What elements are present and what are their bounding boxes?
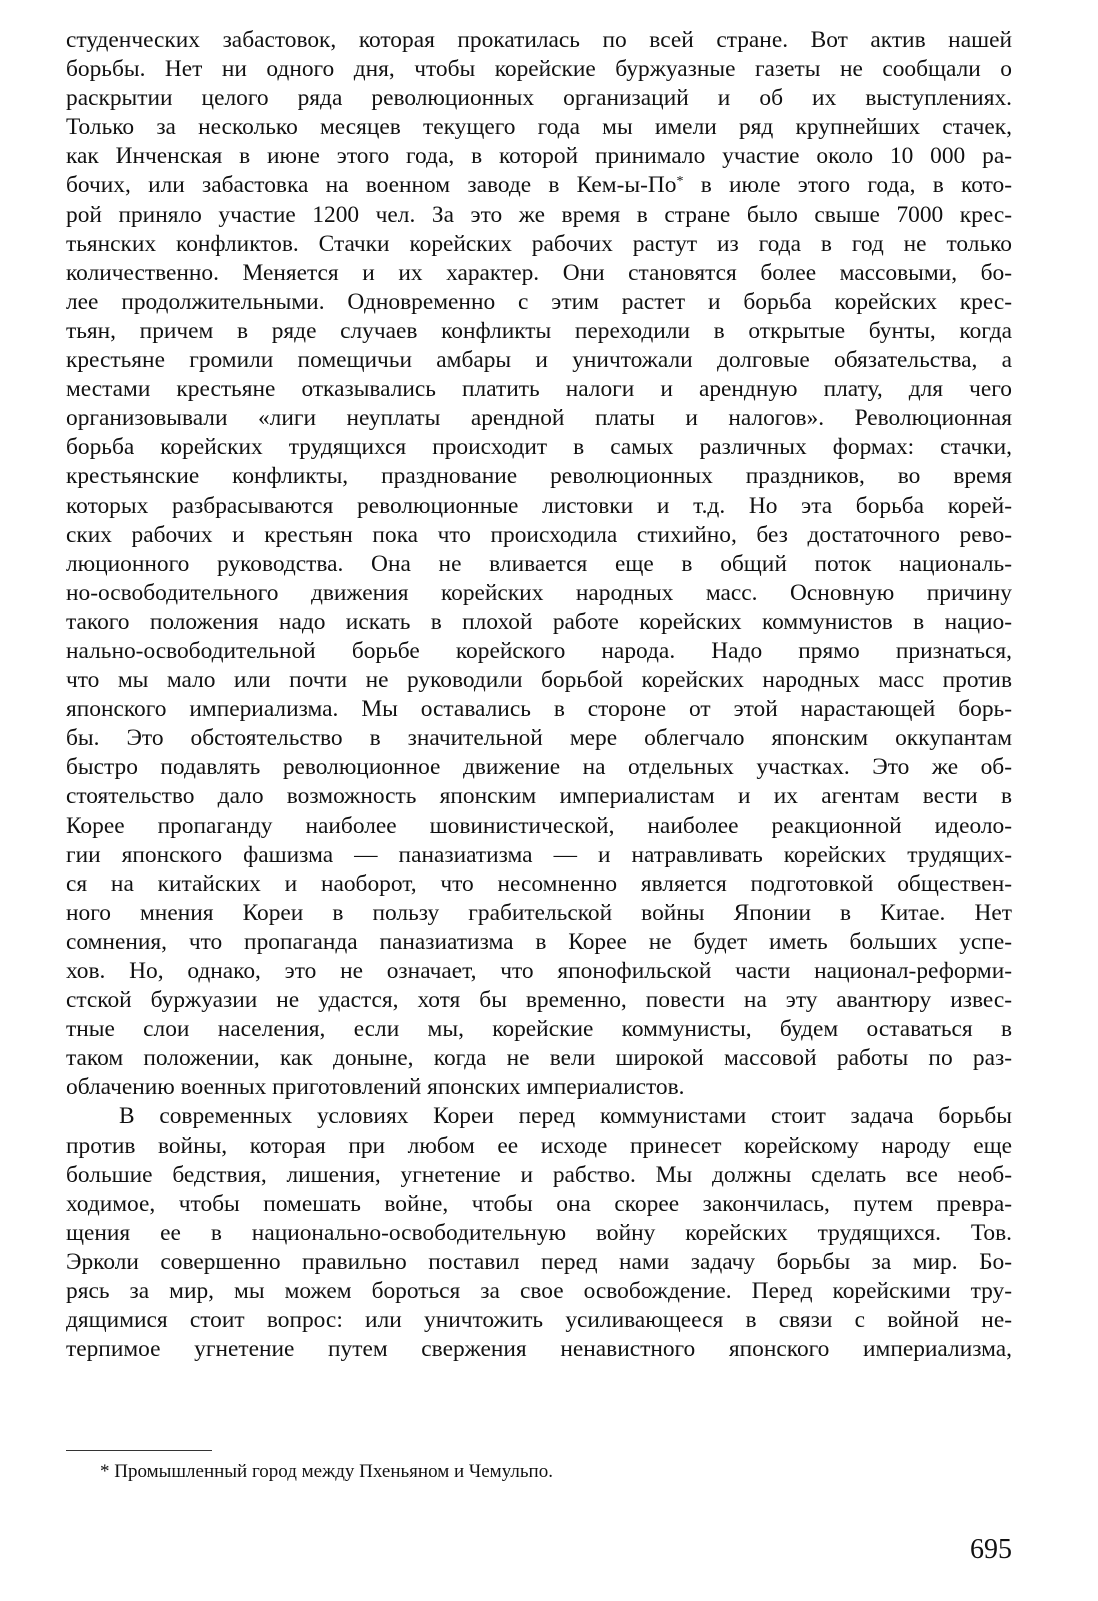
paragraph-1 (66, 26, 1012, 1102)
text-line: облачению военных приготовлений японских империалистов. (66, 1074, 685, 1101)
text-line: гии японского фашизма — паназиатизма — и натравливать корейских трудящих- (66, 841, 1012, 868)
text-line: таком положении, как доныне, когда не вели широкой массовой работы по раз- (66, 1045, 1012, 1072)
text-line: ного мнения Кореи в пользу грабительской войны Японии в Китае. Нет (66, 899, 1012, 926)
text-line: терпимое угнетение путем свержения ненавистного японского империализма, (66, 1336, 1012, 1363)
text-line (66, 171, 1012, 200)
text-line: крестьянские конфликты, празднование революционных праздников, во время (66, 463, 1012, 490)
text-line: количественно. Меняется и их характер. Они становятся более массовыми, бо- (66, 259, 1012, 286)
text-line: люционного руководства. Она не вливается еще в общий поток националь- (66, 550, 1012, 577)
paragraph-2 (66, 1102, 1012, 1364)
text-line: ся на китайских и наоборот, что несомненно является подготовкой обществен- (66, 870, 1012, 897)
text-line: Корее пропаганду наиболее шовинистической, наиболее реакционной идеоло- (66, 812, 1012, 839)
text-line: В современных условиях Кореи перед коммунистами стоит задача борьбы (119, 1103, 1012, 1130)
text-line: рясь за мир, мы можем бороться за свое освобождение. Перед корейскими тру- (66, 1278, 1012, 1305)
text-line: лее продолжительными. Одновременно с этим растет и борьба корейских крес- (66, 288, 1012, 315)
footnote-text: Промышленный город между Пхеньяном и Чемульпо. (114, 1461, 553, 1482)
text-line: что мы мало или почти не руководили борьбой корейских народных масс против (66, 667, 1012, 694)
text-line-tail: в июле этого года, в кото- (683, 172, 1012, 199)
page-number: 695 (970, 1534, 1012, 1565)
text-line: тьян, причем в ряде случаев конфликты переходили в открытые бунты, когда (66, 317, 1012, 344)
text-line: большие бедствия, лишения, угнетение и рабство. Мы должны сделать все необ- (66, 1161, 1012, 1188)
text-line: хов. Но, однако, это не означает, что японофильской части национал-реформи- (66, 958, 1012, 984)
text-line: нально-освободительной борьбе корейского народа. Надо прямо признаться, (66, 637, 1012, 664)
footnote-divider (66, 1450, 212, 1451)
text-line: бы. Это обстоятельство в значительной мере облегчало японским оккупантам (66, 725, 1012, 752)
text-line: крестьяне громили помещичьи амбары и уничтожали долговые обязательства, а (66, 347, 1012, 374)
text-line: Только за несколько месяцев текущего года мы имели ряд крупнейших стачек, (66, 114, 1012, 141)
body-text (66, 26, 1012, 1364)
text-line: Эрколи совершенно правильно поставил перед нами задачу борьбы за мир. Бо- (66, 1248, 1012, 1275)
text-line: щения ее в национально-освободительную войну корейских трудящихся. Тов. (66, 1219, 1012, 1246)
text-line: борьба корейских трудящихся происходит в самых различных формах: стачки, (66, 434, 1012, 461)
text-line: стоятельство дало возможность японским империалистам и их агентам вести в (66, 783, 1012, 810)
text-line: сомнения, что пропаганда паназиатизма в Корее не будет иметь больших успе- (66, 928, 1012, 955)
text-line: как Инченская в июне этого года, в которой принимало участие около 10 000 ра- (66, 143, 1012, 170)
text-line: стской буржуазии не удастся, хотя бы временно, повести на эту авантюру извес- (66, 987, 1012, 1014)
text-line: против войны, которая при любом ее исходе принесет корейскому народу еще (66, 1132, 1012, 1159)
text-line: местами крестьяне отказывались платить налоги и арендную плату, для чего (66, 376, 1012, 403)
text-line: борьбы. Нет ни одного дня, чтобы корейские буржуазные газеты не сообщали о (66, 56, 1012, 83)
text-line: но-освободительного движения корейских народных масс. Основную причину (66, 579, 1012, 606)
footnote-mark: * (100, 1461, 110, 1482)
text-line: ходимое, чтобы помешать войне, чтобы она скорее закончилась, путем превра- (66, 1190, 1012, 1217)
text-line: тные слои населения, если мы, корейские коммунисты, будем оставаться в (66, 1016, 1012, 1043)
text-line: быстро подавлять революционное движение на отдельных участках. Это же об- (66, 754, 1012, 781)
text-line: студенческих забастовок, которая прокатилась по всей стране. Вот актив нашей (66, 27, 1012, 53)
text-line: рой приняло участие 1200 чел. За это же время в стране было свыше 7000 крес- (66, 201, 1012, 228)
text-line: раскрытии целого ряда революционных организаций и об их выступлениях. (66, 85, 1012, 112)
text-line: японского империализма. Мы оставались в стороне от этой нарастающей борь- (66, 696, 1012, 723)
text-line-head: бочих, или забастовка на военном заводе в Кем-ы-По (66, 172, 677, 199)
text-line: тьянских конфликтов. Стачки корейских рабочих растут из года в год не только (66, 230, 1012, 257)
text-line: организовывали «лиги неуплаты арендной платы и налогов». Революционная (66, 405, 1012, 432)
footnote-reference: * (676, 174, 684, 190)
text-line: которых разбрасываются революционные листовки и т.д. Но эта борьба корей- (66, 492, 1012, 519)
text-line: такого положения надо искать в плохой работе корейских коммунистов в нацио- (66, 608, 1012, 635)
footnote (100, 1460, 553, 1484)
text-line: ских рабочих и крестьян пока что происходила стихийно, без достаточного рево- (66, 521, 1012, 548)
text-line: дящимися стоит вопрос: или уничтожить усиливающееся в связи с войной не- (66, 1307, 1012, 1334)
